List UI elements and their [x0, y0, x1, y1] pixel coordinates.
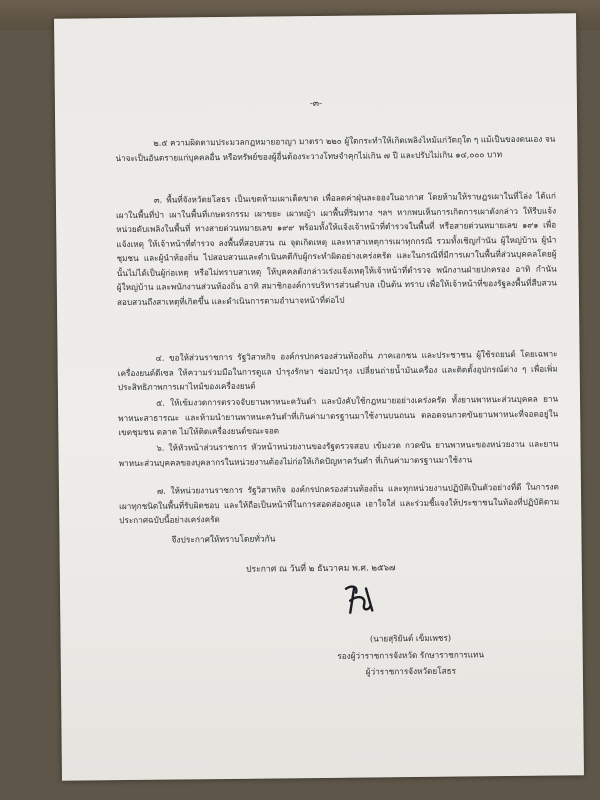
paragraph-4: ๔. ขอให้ส่วนราชการ รัฐวิสาหกิจ องค์กรปกครองส่วนท้องถิ่น ภาคเอกชน และประชาชน ผู้ใช้รถยนต์ โดยเฉพาะเครื่องยนต์ดีเซล ให้ความร่วมมือในการดูแล บำรุงรักษา ซ่อมบำรุง เปลี่ยนถ่ายน้ำมันเครื่อง และติดตั้งอุปกรณ์ต่าง ๆ เพื่อเพิ่มประสิทธิภาพการเผาไหม้ของเครื่องยนต์	[117, 348, 558, 393]
paragraph-3: ๓. พื้นที่จังหวัดยโสธร เป็นเขตห้ามเผาเด็ดขาด เพื่อลดค่าฝุ่นละอองในอากาศ โดยห้ามให้ราษฎรเผาในที่โล่ง ได้แก่ เผาในพื้นที่ป่า เผาในพื้นที่เกษตรกรรม เผาขยะ เผาหญ้า เผาพื้นที่ริมทาง ฯลฯ หากพบเห็นการเกิดการเผาดังกล่าว ให้รีบแจ้งหน่วยดับเพลิงในพื้นที่ ทางสายด่วนหมายเลข ๑๙๙ พร้อมทั้งให้แจ้งเจ้าหน้าที่ตำรวจในพื้นที่ หรือสายด่วนหมายเลข ๑๙๑ เพื่อแจ้งเหตุ ให้เจ้าหน้าที่ตำรวจ ลงพื้นที่สอบสวน ณ จุดเกิดเหตุ และหาสาเหตุการเผาทุกกรณี รวมทั้งเชิญกำนัน ผู้ใหญ่บ้าน ผู้นำชุมชน และผู้นำท้องถิ่น ไปสอบสวนและดำเนินคดีกับผู้กระทำผิดอย่างเคร่งครัด และในกรณีที่มีการเผาในพื้นที่ส่วนบุคคลโดยผู้นั้นไม่ได้เป็นผู้ก่อเหตุ หรือไม่ทราบสาเหตุ ให้บุคคลดังกล่าวเร่งแจ้งเหตุให้เจ้าหน้าที่ตำรวจ พนักงานฝ่ายปกครอง อาทิ กำนัน ผู้ใหญ่บ้าน และพนักงานส่วนท้องถิ่น อาทิ สมาชิกองค์การบริหารส่วนตำบล เป็นต้น ทราบ เพื่อให้เจ้าหน้าที่ของรัฐลงพื้นที่สืบสวนสอบสวนถึงสาเหตุที่เกิดขึ้น และดำเนินการตามอำนาจหน้าที่ต่อไป	[116, 190, 557, 307]
signer-position-2: ผู้ว่าราชการจังหวัดยโสธร	[365, 665, 457, 677]
paragraph-6: ๖. ให้หัวหน้าส่วนราชการ หัวหน้าหน่วยงานของรัฐตรวจสอบ เข้มงวด กวดขัน ยานพาหนะของหน่วยงาน และยานพาหนะส่วนบุคคลของบุคลากรในหน่วยงานต้องไม่ก่อให้เกิดปัญหาควันดำ ที่เกินค่ามาตรฐานมาใช้งาน	[118, 438, 559, 468]
paragraph-5: ๕. ให้เข้มงวดการตรวจจับยานพาหนะควันดำ และบังคับใช้กฎหมายอย่างเคร่งครัด ทั้งยานพาหนะส่วนบุคคล ยานพาหนะสาธารณะ และห้ามนำยานพาหนะควันดำที่เกินค่ามาตรฐานมาใช้งานบนถนน ตลอดจนกวดขันยานพาหนะที่จอดอยู่ในเขตชุมชน ตลาด ไม่ให้ติดเครื่องยนต์ขณะจอด	[118, 393, 559, 438]
page-number: -๓-	[309, 98, 323, 110]
date-line: ประกาศ ณ วันที่ ๒ ธันวาคม พ.ศ. ๒๕๖๗	[246, 563, 396, 575]
signer-position-1: รองผู้ว่าราชการจังหวัด รักษาราชการแทน	[337, 648, 485, 661]
signer-block	[300, 629, 521, 681]
announcement-text: จึงประกาศให้ทราบโดยทั่วกัน	[171, 533, 276, 545]
signature-image	[332, 580, 392, 619]
paragraph-7: ๗. ให้หน่วยงานราชการ รัฐวิสาหกิจ องค์กรปกครองส่วนท้องถิ่น และทุกหน่วยงานปฏิบัติเป็นตัวอย่างที่ดี ในการงดเผาทุกชนิดในพื้นที่รับผิดชอบ และให้ถือเป็นหน้าที่ในการสอดส่องดูแล เอาใจใส่ และร่วมชี้แจงให้ประชาชนในท้องที่ปฏิบัติตามประกาศฉบับนี้อย่างเคร่งครัด	[119, 481, 560, 526]
document-page	[54, 13, 584, 780]
signer-name: (นายสุริยันต์ เข็มเพชร)	[369, 632, 452, 644]
paragraph-2-5: ๒.๕ ความผิดตามประมวลกฎหมายอาญา มาตรา ๒๒๐ ผู้ใดกระทำให้เกิดเพลิงไหม้แก่วัตถุใด ๆ แม้เป็นของตนเอง จนน่าจะเป็นอันตรายแก่บุคคลอื่น หรือทรัพย์ของผู้อื่นต้องระวางโทษจำคุกไม่เกิน ๗ ปี และปรับไม่เกิน ๑๔,๐๐๐ บาท	[115, 133, 556, 163]
